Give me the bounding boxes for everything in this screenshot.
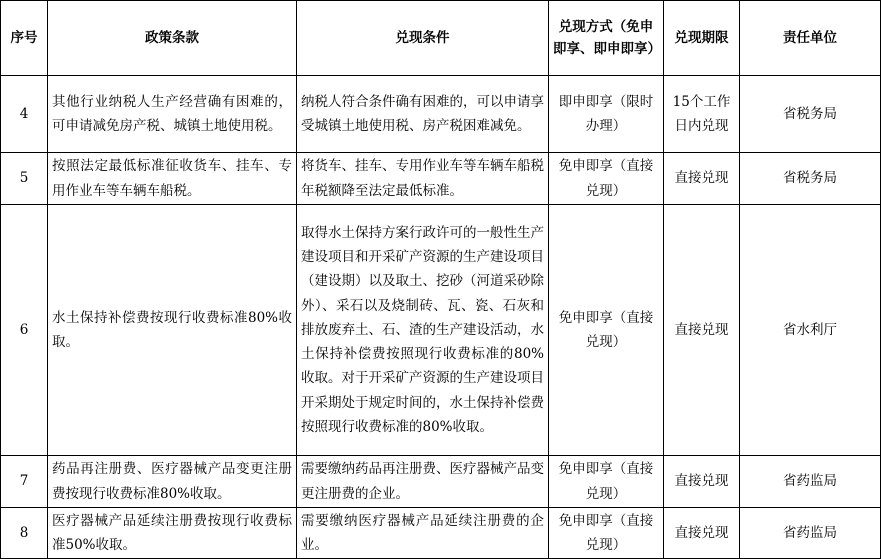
cell-seq: 4 xyxy=(1,76,48,153)
cell-method: 即申即享（限时办理） xyxy=(549,76,664,153)
cell-policy: 医疗器械产品延续注册费按现行收费标准50%收取。 xyxy=(48,508,297,559)
cell-period: 直接兑现 xyxy=(664,456,740,508)
cell-method: 免申即享（直接兑现） xyxy=(549,153,664,205)
header-seq: 序号 xyxy=(1,1,48,76)
cell-period: 15个工作日内兑现 xyxy=(664,76,740,153)
cell-method: 免申即享（直接兑现） xyxy=(549,205,664,456)
cell-seq: 5 xyxy=(1,153,48,205)
header-period: 兑现期限 xyxy=(664,1,740,76)
cell-period: 直接兑现 xyxy=(664,205,740,456)
table-row xyxy=(1,76,881,153)
cell-unit: 省税务局 xyxy=(740,76,881,153)
cell-method: 免申即享（直接兑现） xyxy=(549,456,664,508)
cell-policy: 药品再注册费、医疗器械产品变更注册费按现行收费标准80%收取。 xyxy=(48,456,297,508)
table-row xyxy=(1,456,881,508)
cell-unit: 省药监局 xyxy=(740,508,881,559)
header-row xyxy=(1,1,881,76)
cell-seq: 6 xyxy=(1,205,48,456)
header-unit: 责任单位 xyxy=(740,1,881,76)
cell-policy: 水土保持补偿费按现行收费标准80%收取。 xyxy=(48,205,297,456)
cell-unit: 省水利厅 xyxy=(740,205,881,456)
cell-condition: 纳税人符合条件确有困难的，可以申请享受城镇土地使用税、房产税困难减免。 xyxy=(297,76,549,153)
cell-condition: 需要缴纳药品再注册费、医疗器械产品变更注册费的企业。 xyxy=(297,456,549,508)
cell-condition: 取得水土保持方案行政许可的一般性生产建设项目和开采矿产资源的生产建设项目（建设期）以及取土、挖砂（河道采砂除外）、采石以及烧制砖、瓦、瓷、石灰和排放废弃土、石、渣的生产建设活动，水土保持补偿费按照现行收费标准的80%收取。对于开采矿产资源的生产建设项目开采期处于规定时间的，水土保持补偿费按照现行收费标准的80%收取。 xyxy=(297,205,549,456)
cell-policy: 其他行业纳税人生产经营确有困难的，可申请减免房产税、城镇土地使用税。 xyxy=(48,76,297,153)
header-condition: 兑现条件 xyxy=(297,1,549,76)
header-method: 兑现方式（免申即享、即申即享） xyxy=(549,1,664,76)
cell-condition: 需要缴纳医疗器械产品延续注册费的企业。 xyxy=(297,508,549,559)
cell-method: 免申即享（直接兑现） xyxy=(549,508,664,559)
cell-policy: 按照法定最低标准征收货车、挂车、专用作业车等车辆车船税。 xyxy=(48,153,297,205)
cell-seq: 7 xyxy=(1,456,48,508)
table-row xyxy=(1,153,881,205)
cell-condition: 将货车、挂车、专用作业车等车辆车船税年税额降至法定最低标准。 xyxy=(297,153,549,205)
table-row xyxy=(1,205,881,456)
cell-seq: 8 xyxy=(1,508,48,559)
cell-unit: 省药监局 xyxy=(740,456,881,508)
cell-period: 直接兑现 xyxy=(664,508,740,559)
table-row xyxy=(1,508,881,559)
cell-unit: 省税务局 xyxy=(740,153,881,205)
header-policy: 政策条款 xyxy=(48,1,297,76)
cell-period: 直接兑现 xyxy=(664,153,740,205)
